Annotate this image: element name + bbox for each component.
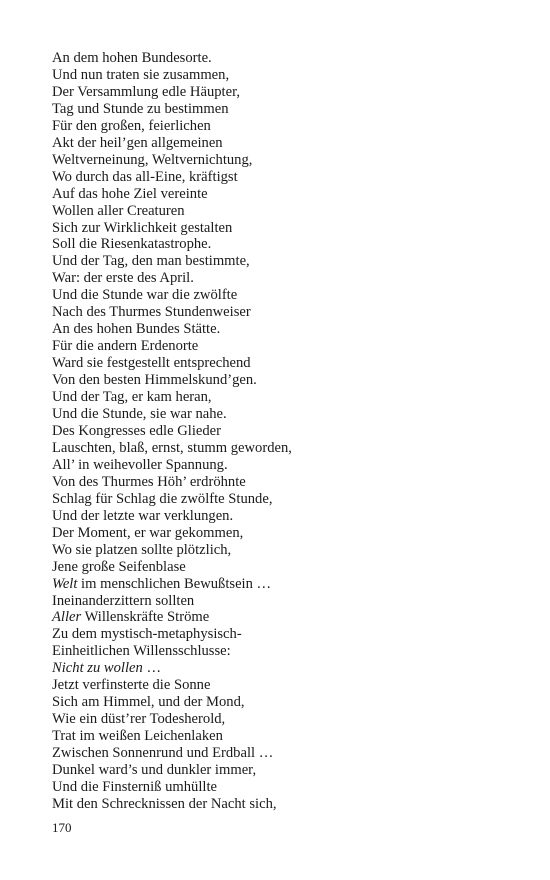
poem-line: Des Kongresses edle Glieder [52,422,221,439]
poem-text [52,50,512,813]
poem-line: Für die andern Erdenorte [52,338,199,355]
poem-line: Jetzt verfinsterte die Sonne [52,677,211,694]
poem-line: Wie ein düst’rer Todesherold, [52,711,226,728]
poem-line: Wo sie platzen sollte plötzlich, [52,541,232,558]
poem-line: Und die Stunde, sie war nahe. [52,406,227,423]
poem-line: War: der erste des April. [52,270,194,287]
poem-line: Nach des Thurmes Stundenweiser [52,304,251,321]
poem-line: Von des Thurmes Höh’ erdröhnte [52,473,246,490]
poem-line: Zu dem mystisch-metaphysisch- [52,626,242,643]
poem-line [52,660,512,677]
page-number: 170 [52,820,72,835]
poem-line: Und der Tag, den man bestimmte, [52,253,250,270]
poem-line-rest: … [142,660,162,677]
poem-line: Soll die Riesenkatastrophe. [52,236,212,253]
poem-line: Tag und Stunde zu bestimmen [52,100,229,117]
poem-line: Auf das hohe Ziel vereinte [52,185,208,202]
poem-line: Mit den Schrecknissen der Nacht sich, [52,795,277,812]
poem-line: Lauschten, blaß, ernst, stumm geworden, [52,439,292,456]
poem-line: Ineinanderzittern sollten [52,592,195,609]
poem-line: All’ in weihevoller Spannung. [52,456,228,473]
poem-line: Und der Tag, er kam heran, [52,389,212,406]
poem-line [52,609,512,626]
poem-line: Der Versammlung edle Häupter, [52,83,240,100]
poem-line: Wollen aller Creaturen [52,202,185,219]
poem-line: Einheitlichen Willensschlusse: [52,643,231,660]
poem-line: Sich am Himmel, und der Mond, [52,694,245,711]
poem-line-rest: Willenskräfte Ströme [81,609,210,626]
poem-line: Dunkel ward’s und dunkler immer, [52,762,257,779]
poem-line: Schlag für Schlag die zwölfte Stunde, [52,490,273,507]
poem-line-italic: Welt [52,575,78,592]
poem-line [52,576,512,593]
poem-line: Trat im weißen Leichenlaken [52,728,223,745]
poem-line-italic: Aller [52,609,82,626]
poem-line: Für den großen, feierlichen [52,117,211,134]
poem-line: An dem hohen Bundesorte. [52,50,212,66]
poem-line-rest: im menschlichen Bewußtsein … [77,575,272,592]
poem-line: Und der letzte war verklungen. [52,507,234,524]
poem-line: Von den besten Himmelskund’gen. [52,372,257,389]
poem-line: Der Moment, er war gekommen, [52,524,244,541]
poem-line: Und die Stunde war die zwölfte [52,287,238,304]
poem-line: Jene große Seifenblase [52,558,186,575]
poem-line-italic: Nicht zu wollen [52,660,143,677]
poem-line: Und nun traten sie zusammen, [52,66,230,83]
poem-line: An des hohen Bundes Stätte. [52,321,221,338]
poem-line: Ward sie festgestellt entsprechend [52,355,251,372]
poem-line: Akt der heil’gen allgemeinen [52,134,223,151]
poem-line: Sich zur Wirklichkeit gestalten [52,219,233,236]
poem-line: Zwischen Sonnenrund und Erdball … [52,745,274,762]
poem-line: Weltverneinung, Weltvernichtung, [52,151,253,168]
poem-line: Und die Finsterniß umhüllte [52,778,217,795]
poem-line: Wo durch das all-Eine, kräftigst [52,168,238,185]
